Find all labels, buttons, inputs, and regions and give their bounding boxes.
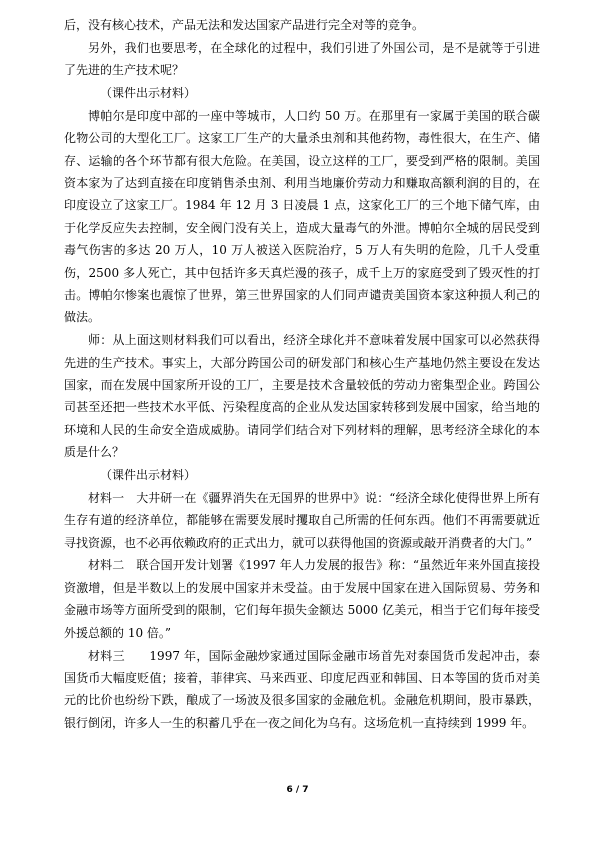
- paragraph-teacher: 师：从上面这则材料我们可以看出，经济全球化并不意味着发展中国家可以必然获得先进的生产技术。事实上，大部分跨国公司的研发部门和核心生产基地仍然主要设在发达国家，而在发展中国家所开设的工厂，主要是技术含量较低的劳动力密集型企业。跨国公司甚至还把一些技术水平低、污染程度高的企业从发达国家转移到发展中国家，给当地的环境和人民的生命安全造成威胁。请同学们结合对下列材料的理解，思考经济全球化的本质是什么？: [64, 333, 540, 460]
- page-number: 6 / 7: [286, 785, 309, 795]
- document-body: [64, 14, 540, 734]
- material-one: 材料一 大井研一在《疆界消失在无国界的世界中》说：“经济全球化使得世界上所有生存有道的经济单位，都能够在需要发展时攫取自己所需的任何东西。他们不再需要就近寻找资源，也不必再依赖政府的正式出力，就可以获得他国的资源或敲开消费者的大门。”: [64, 490, 540, 550]
- paragraph-continuation: 后，没有核心技术，产品无法和发达国家产品进行完全对等的竞争。: [64, 18, 425, 32]
- material-three: 材料三 1997 年，国际金融炒家通过国际金融市场首先对泰国货币发起冲击，泰国货币大幅度贬值；接着，菲律宾、马来西亚、印度尼西亚和韩国、日本等国的货币对美元的比价也纷纷下跌，酿成了一场波及很多国家的金融危机。金融危机期间，股市暴跌，银行倒闭，许多人一生的积蓄几乎在一夜之间化为乌有。这场危机一直持续到 1999 年。: [64, 648, 540, 730]
- paragraph-bhopal: 博帕尔是印度中部的一座中等城市，人口约 50 万。在那里有一家属于美国的联合碳化物公司的大型化工厂。这家工厂生产的大量杀虫剂和其他药物，毒性很大，在生产、储存、运输的各个环节都有很大危险。在美国，设立这样的工厂，要受到严格的限制。美国资本家为了达到直接在印度销售杀虫剂、利用当地廉价劳动力和赚取高额利润的目的，在印度设立了这家工厂。1984 年 12 月 3 日凌晨 1 点，这家化工厂的三个地下储气库，由于化学反应失去控制，安全阀门没有关上，造成大量毒气的外泄。博帕尔全城的居民受到毒气伤害的多达 20 万人，10 万人被送入医院治疗，5 万人有失明的危险，几千人受重伤，2500 多人死亡，其中包括许多天真烂漫的孩子，成千上万的家庭受到了毁灭性的打击。博帕尔惨案也震惊了世界，第三世界国家的人们同声谴责美国资本家这种损人利己的做法。: [64, 108, 540, 325]
- courseware-cue: （课件出示材料）: [100, 468, 197, 483]
- paragraph-question: 另外，我们也要思考，在全球化的过程中，我们引进了外国公司，是不是就等于引进了先进的生产技术呢？: [64, 40, 540, 78]
- courseware-cue: （课件出示材料）: [100, 86, 197, 100]
- material-two: 材料二 联合国开发计划署《1997 年人力发展的报告》称：“虽然近年来外国直接投资激增，但是半数以上的发展中国家并未受益。由于发展中国家在进入国际贸易、劳务和金融市场等方面所受到的限制，它们每年损失金额达 5000 亿美元，相当于它们每年接受外援总额的 10 倍。”: [64, 558, 540, 640]
